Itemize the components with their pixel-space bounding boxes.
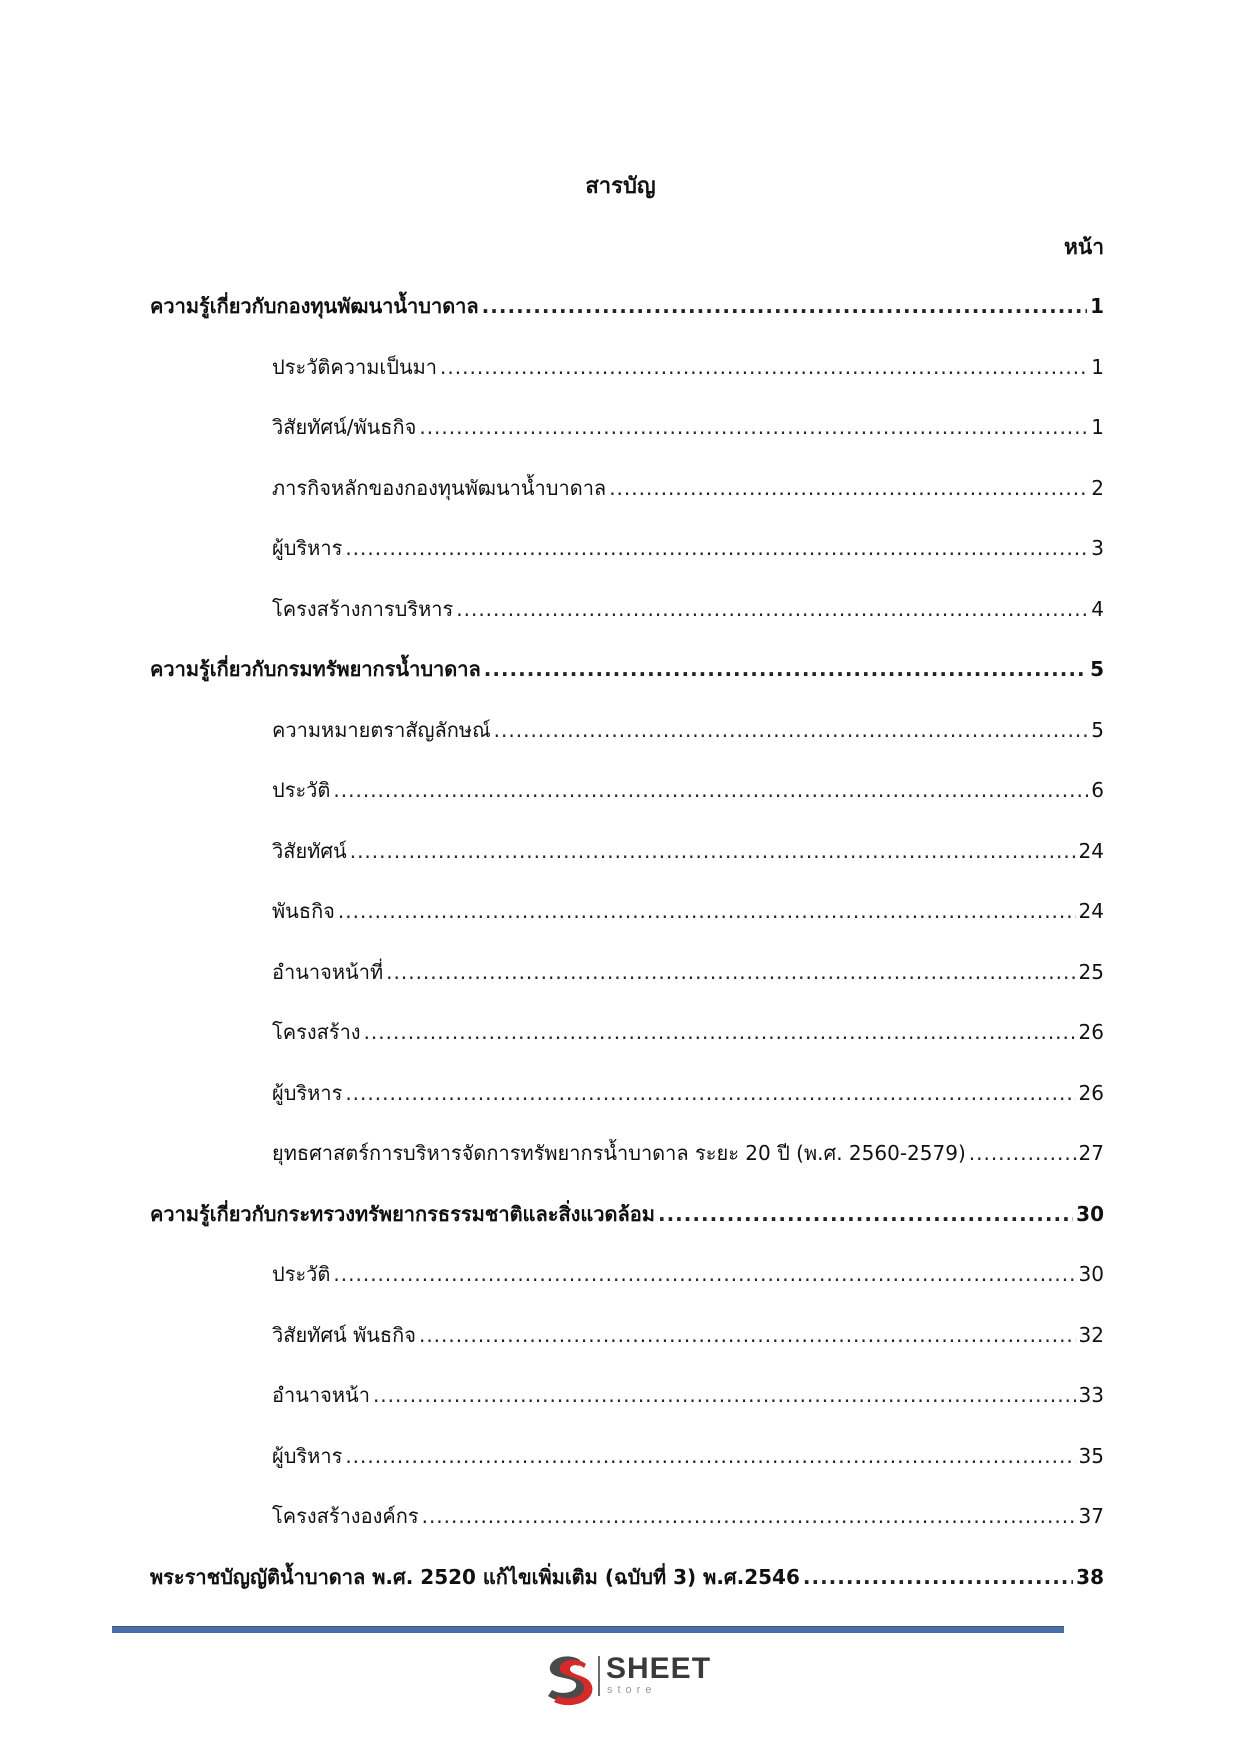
toc-dot-leader [494, 714, 1089, 746]
toc-page-number: 27 [1078, 1141, 1104, 1165]
toc-dot-leader [350, 835, 1076, 867]
sheet-store-logo [540, 1650, 710, 1706]
toc-entry-title: วิสัยทัศน์ [272, 838, 347, 863]
toc-dot-leader [482, 290, 1087, 322]
toc-page-number: 26 [1078, 1080, 1104, 1105]
toc-dot-leader [333, 774, 1088, 806]
toc-entry-title: พันธกิจ [272, 899, 335, 923]
toc-page-number: 4 [1091, 596, 1104, 621]
table-of-contents [150, 290, 1104, 1621]
toc-dot-leader [333, 1258, 1075, 1290]
toc-page-number: 38 [1076, 1564, 1104, 1589]
toc-entry-row[interactable] [150, 532, 1104, 593]
toc-section-row[interactable] [150, 290, 1104, 351]
toc-entry-title: ประวัติ [272, 778, 331, 802]
toc-entry-title: ผู้บริหาร [272, 1080, 343, 1105]
toc-entry-row[interactable] [150, 774, 1104, 835]
toc-dot-leader [969, 1137, 1076, 1169]
toc-dot-leader [345, 1440, 1075, 1472]
toc-dot-leader [338, 895, 1076, 927]
toc-page-number: 6 [1091, 778, 1104, 802]
toc-dot-leader [419, 411, 1088, 443]
toc-dot-leader [609, 472, 1088, 504]
toc-page-number: 5 [1090, 657, 1104, 681]
toc-entry-title: ความรู้เกี่ยวกับกระทรวงทรัพยากรธรรมชาติและสิ่งแวดล้อม [150, 1201, 655, 1226]
toc-entry-title: ประวัติความเป็นมา [272, 354, 438, 379]
toc-page-number: 1 [1091, 415, 1104, 439]
toc-dot-leader [440, 351, 1088, 383]
toc-entry-row[interactable] [150, 835, 1104, 896]
toc-entry-title: ความหมายตราสัญลักษณ์ [272, 717, 491, 742]
page-column-label: หน้า [1064, 235, 1104, 259]
logo-separator [598, 1656, 600, 1696]
toc-dot-leader [803, 1561, 1073, 1593]
toc-dot-leader [345, 1077, 1075, 1109]
toc-dot-leader [373, 1379, 1076, 1411]
toc-entry-title: อำนาจหน้า [272, 1383, 370, 1407]
toc-dot-leader [456, 593, 1088, 625]
toc-entry-row[interactable] [150, 1137, 1104, 1198]
logo-wordmark: SHEET [606, 1652, 712, 1685]
toc-entry-row[interactable] [150, 956, 1104, 1017]
toc-entry-row[interactable] [150, 714, 1104, 775]
toc-page-number: 5 [1091, 717, 1104, 742]
toc-dot-leader [422, 1500, 1076, 1532]
toc-entry-title: ยุทธศาสตร์การบริหารจัดการทรัพยากรน้ำบาดาล ระยะ 20 ปี (พ.ศ. 2560-2579) [272, 1141, 966, 1165]
toc-dot-leader [658, 1198, 1073, 1230]
toc-entry-row[interactable] [150, 1500, 1104, 1561]
toc-entry-row[interactable] [150, 1440, 1104, 1501]
toc-entry-title: ผู้บริหาร [272, 536, 343, 560]
toc-section-row[interactable] [150, 1561, 1104, 1622]
toc-page-number: 30 [1076, 1201, 1104, 1226]
toc-entry-title: อำนาจหน้าที่ [272, 959, 384, 984]
toc-page-number: 32 [1078, 1322, 1104, 1347]
toc-page-number: 26 [1078, 1020, 1104, 1044]
toc-entry-title: โครงสร้างองค์กร [272, 1504, 419, 1528]
toc-page-number: 3 [1091, 536, 1104, 560]
page-title: สารบัญ [585, 174, 656, 199]
toc-entry-title: วิสัยทัศน์/พันธกิจ [272, 415, 417, 439]
toc-dot-leader [364, 1016, 1076, 1048]
toc-entry-row[interactable] [150, 1077, 1104, 1138]
toc-entry-row[interactable] [150, 593, 1104, 654]
toc-entry-row[interactable] [150, 472, 1104, 533]
toc-dot-leader [345, 532, 1088, 564]
toc-entry-row[interactable] [150, 1258, 1104, 1319]
toc-entry-title: โครงสร้าง [272, 1020, 361, 1044]
toc-entry-title: วิสัยทัศน์ พันธกิจ [272, 1322, 416, 1347]
toc-section-row[interactable] [150, 653, 1104, 714]
toc-dot-leader [419, 1319, 1076, 1351]
sheet-store-s-icon [540, 1650, 596, 1706]
toc-entry-title: ประวัติ [272, 1262, 331, 1286]
toc-entry-row[interactable] [150, 411, 1104, 472]
toc-page-number: 1 [1090, 294, 1104, 318]
toc-dot-leader [386, 956, 1075, 988]
toc-page-number: 2 [1091, 475, 1104, 500]
toc-entry-title: ความรู้เกี่ยวกับกองทุนพัฒนาน้ำบาดาล [150, 294, 479, 318]
toc-entry-row[interactable] [150, 1016, 1104, 1077]
toc-entry-row[interactable] [150, 351, 1104, 412]
toc-entry-title: ความรู้เกี่ยวกับกรมทรัพยากรน้ำบาดาล [150, 657, 481, 681]
toc-entry-row[interactable] [150, 1319, 1104, 1380]
toc-section-row[interactable] [150, 1198, 1104, 1259]
toc-page-number: 30 [1078, 1262, 1104, 1286]
toc-entry-title: ภารกิจหลักของกองทุนพัฒนาน้ำบาดาล [272, 475, 607, 500]
logo-subtext: store [607, 1684, 657, 1696]
footer-rule [112, 1626, 1064, 1633]
toc-dot-leader [484, 653, 1087, 685]
toc-entry-title: โครงสร้างการบริหาร [272, 596, 454, 621]
toc-page-number: 24 [1078, 838, 1104, 863]
toc-page-number: 33 [1078, 1383, 1104, 1407]
toc-entry-title: พระราชบัญญัติน้ำบาดาล พ.ศ. 2520 แก้ไขเพิ่มเติม (ฉบับที่ 3) พ.ศ.2546 [150, 1564, 800, 1589]
toc-page-number: 35 [1078, 1443, 1104, 1468]
toc-page-number: 25 [1078, 959, 1104, 984]
toc-entry-row[interactable] [150, 1379, 1104, 1440]
toc-page-number: 1 [1091, 354, 1104, 379]
toc-entry-title: ผู้บริหาร [272, 1443, 343, 1468]
toc-page-number: 37 [1078, 1504, 1104, 1528]
toc-page-number: 24 [1078, 899, 1104, 923]
toc-entry-row[interactable] [150, 895, 1104, 956]
